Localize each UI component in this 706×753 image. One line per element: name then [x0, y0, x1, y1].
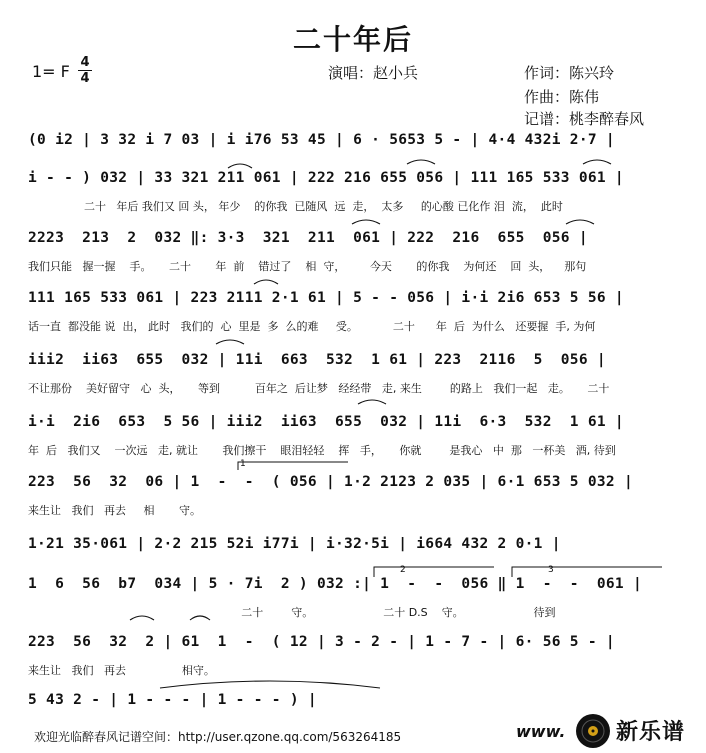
key-signature: 1= F [32, 62, 70, 81]
meter-bottom: 4 [80, 71, 90, 86]
notation-row-8: 1·21 35·061 | 2·2 215 52i i77i | i·32·5i | i664 432 2 0·1 | [28, 536, 561, 552]
notation-row-6: i·i 2i6 653 5 56 | iii2 ii63 655 032 | 11i 6·3 532 1 61 | [28, 414, 624, 430]
lyric-row-9: 二十 守。 二十 D.S 守。 待到 [28, 606, 556, 619]
notation-row-2: i - - ) 032 | 33 321 211 061 | 222 216 655 056 | 111 165 533 061 | [28, 170, 624, 186]
footer-link-text: 欢迎光临醉春风记谱空间：http://user.qzone.qq.com/563264185 [34, 730, 402, 744]
volta-2-label: 2 [400, 565, 406, 575]
singer-credit: 演唱：赵小兵 [328, 64, 419, 82]
volta-1-label: 1 [240, 459, 246, 469]
lyric-row-2: 二十 年后 我们又 回 头， 年少 的你我 已随风 远 走， 太多 的心酸 已化作 泪 流， 此时 [28, 200, 563, 213]
transcriber-credit: 记谱：桃李醉春风 [524, 110, 645, 128]
notation-row-4: 111 165 533 061 | 223 2111 2·1 61 | 5 - - 056 | i·i 2i6 653 5 56 | [28, 290, 624, 306]
notation-row-7: 223 56 32 06 | 1 - - ( 056 | 1·2 2123 2 035 | 6·1 653 5 032 | [28, 474, 633, 490]
lyric-row-3: 我们只能 握一握 手。 二十 年 前 错过了 相 守， 今天 的你我 为何还 回 头， 那句 [28, 260, 587, 273]
notation-row-11: 5 43 2 - | 1 - - - | 1 - - - ) | [28, 692, 317, 708]
notation-row-9: 1 6 56 b7 034 | 5 · 7i 2 ) 032 :| 1 - - 056 ‖ 1 - - 061 | [28, 576, 643, 592]
notation-row-10: 223 56 32 2 | 61 1 - ( 12 | 3 - 2 - | 1 - 7 - | 6· 56 5 - | [28, 634, 615, 650]
vinyl-record-icon [574, 712, 612, 750]
lyric-row-6: 年 后 我们又 一次远 走, 就让 我们擦干 眼泪轻轻 挥 手， 你就 是我心 中 那 一杯美 酒, 待到 [28, 444, 616, 457]
lyric-row-7: 来生让 我们 再去 相 守。 [28, 504, 201, 517]
notation-row-1: (0 i2 | 3 32 i 7 03 | i i76 53 45 | 6 · 5653 5 - | 4·4 432i 2·7 | [28, 132, 615, 148]
song-title: 二十年后 [292, 23, 413, 56]
notation-row-3: 2223 213 2 032 ‖: 3·3 321 211 061 | 222 216 655 056 | [28, 230, 588, 246]
lyricist-credit: 作词：陈兴玲 [524, 64, 615, 82]
meter-top: 4 [80, 55, 90, 70]
lyric-row-10: 来生让 我们 再去 相守。 [28, 664, 215, 677]
lyric-row-5: 不让那份 美好留守 心 头， 等到 百年之 后让梦 经经带 走, 来生 的路上 我们一起 走。 二十 [28, 382, 610, 395]
lyric-row-4: 话一直 都没能 说 出， 此时 我们的 心 里是 多 么的难 受。 二十 年 后 为什么 还要握 手, 为何 [28, 320, 596, 333]
volta-3-label: 3 [548, 565, 554, 575]
watermark-brand: 新乐谱 [616, 720, 686, 745]
notation-row-5: iii2 ii63 655 032 | 11i 663 532 1 61 | 223 2116 5 056 | [28, 352, 606, 368]
composer-credit: 作曲：陈伟 [524, 88, 600, 106]
watermark-url: www. [516, 722, 566, 741]
